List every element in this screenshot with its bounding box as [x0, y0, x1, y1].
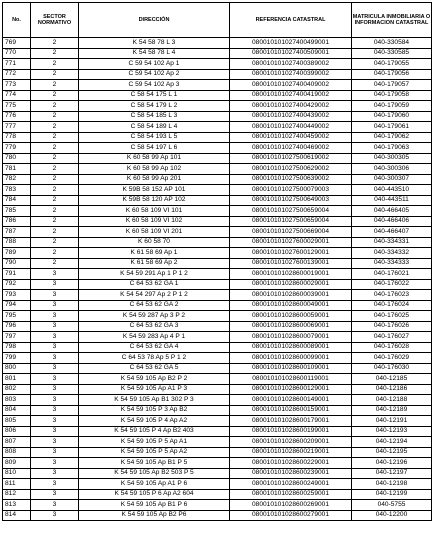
- cell-direccion: K 54 59 287 Ap 3 P 2: [79, 311, 230, 322]
- cell-matricula: 040-176029: [352, 353, 432, 364]
- table-row: [3, 185, 432, 196]
- cell-no: 814: [3, 510, 31, 521]
- cell-no: 769: [3, 38, 31, 49]
- cell-referencia: 080010101027400459002: [230, 132, 352, 143]
- cell-no: 804: [3, 405, 31, 416]
- cell-no: 811: [3, 479, 31, 490]
- cell-referencia: 080010101028600179001: [230, 416, 352, 427]
- cell-direccion: K 61 58 69 Ap 1: [79, 248, 230, 259]
- cell-referencia: 080010101027400439002: [230, 111, 352, 122]
- cell-no: 781: [3, 164, 31, 175]
- cell-sector: 2: [31, 237, 79, 248]
- cell-sector: 3: [31, 384, 79, 395]
- table-body: [3, 38, 432, 521]
- cell-no: 775: [3, 101, 31, 112]
- cell-direccion: C 64 53 62 GA 5: [79, 363, 230, 374]
- table-row: [3, 416, 432, 427]
- cell-sector: 2: [31, 90, 79, 101]
- cell-referencia: 080010101028600209001: [230, 437, 352, 448]
- cell-no: 784: [3, 195, 31, 206]
- cell-no: 788: [3, 237, 31, 248]
- cell-sector: 2: [31, 185, 79, 196]
- cell-matricula: 040-5755: [352, 500, 432, 511]
- cell-direccion: C 58 54 179 L 2: [79, 101, 230, 112]
- cell-direccion: K 60 58 109 VI 102: [79, 216, 230, 227]
- cell-direccion: K 59B 58 120 AP 102: [79, 195, 230, 206]
- cell-no: 801: [3, 374, 31, 385]
- cell-referencia: 080010101028600019001: [230, 269, 352, 280]
- cell-referencia: 080010101028600039001: [230, 290, 352, 301]
- cell-sector: 3: [31, 447, 79, 458]
- cell-sector: 2: [31, 174, 79, 185]
- cell-direccion: K 60 58 99 Ap 201: [79, 174, 230, 185]
- cell-sector: 3: [31, 363, 79, 374]
- cell-sector: 3: [31, 374, 79, 385]
- cell-direccion: C 64 53 62 GA 4: [79, 342, 230, 353]
- cell-sector: 3: [31, 269, 79, 280]
- cell-no: 792: [3, 279, 31, 290]
- table-row: [3, 384, 432, 395]
- cell-referencia: 080010101027400419002: [230, 90, 352, 101]
- cell-no: 813: [3, 500, 31, 511]
- cell-no: 797: [3, 332, 31, 343]
- table-row: [3, 59, 432, 70]
- table-row: [3, 101, 432, 112]
- cell-direccion: K 54 59 291 Ap 1 P 1 2: [79, 269, 230, 280]
- header-matricula: MATRICULA INMOBILIARIA O INFORMACION CATASTRAL: [352, 3, 432, 38]
- table-row: [3, 405, 432, 416]
- cell-referencia: 080010101028600269001: [230, 500, 352, 511]
- table-row: [3, 363, 432, 374]
- table-row: [3, 227, 432, 238]
- cell-sector: 2: [31, 216, 79, 227]
- cell-sector: 3: [31, 332, 79, 343]
- cell-direccion: K 54 58 78 L 3: [79, 38, 230, 49]
- table-row: [3, 458, 432, 469]
- cell-referencia: 080010101028600129001: [230, 384, 352, 395]
- cell-sector: 3: [31, 311, 79, 322]
- cell-direccion: K 54 59 105 Ap B1 P 6: [79, 500, 230, 511]
- cell-matricula: 040-176022: [352, 279, 432, 290]
- cell-sector: 3: [31, 395, 79, 406]
- cell-referencia: 080010101028600069001: [230, 321, 352, 332]
- cell-sector: 3: [31, 468, 79, 479]
- table-row: [3, 269, 432, 280]
- cell-direccion: C 64 53 62 GA 2: [79, 300, 230, 311]
- cell-no: 807: [3, 437, 31, 448]
- cell-matricula: 040-334331: [352, 237, 432, 248]
- cell-sector: 2: [31, 143, 79, 154]
- cell-matricula: 040-300305: [352, 153, 432, 164]
- cell-matricula: 040-179055: [352, 59, 432, 70]
- cell-direccion: K 54 59 105 P 4 Ap B2 403: [79, 426, 230, 437]
- cell-no: 772: [3, 69, 31, 80]
- cell-referencia: 080010101028600259001: [230, 489, 352, 500]
- cell-referencia: 080010101027400469002: [230, 143, 352, 154]
- cell-sector: 3: [31, 300, 79, 311]
- header-referencia: REFERENCIA CATASTRAL: [230, 3, 352, 38]
- cell-direccion: K 60 58 109 VI 201: [79, 227, 230, 238]
- cell-sector: 3: [31, 458, 79, 469]
- cell-matricula: 040-12196: [352, 458, 432, 469]
- table-row: [3, 174, 432, 185]
- cell-matricula: 040-12198: [352, 479, 432, 490]
- header-sector: SECTOR NORMATIVO: [31, 3, 79, 38]
- cell-matricula: 040-179058: [352, 90, 432, 101]
- cell-referencia: 080010101027400409002: [230, 80, 352, 91]
- cell-referencia: 080010101027500649003: [230, 195, 352, 206]
- cell-no: 778: [3, 132, 31, 143]
- cell-sector: 2: [31, 122, 79, 133]
- cell-referencia: 080010101027500669004: [230, 227, 352, 238]
- cell-direccion: K 54 59 105 P 3 Ap B2: [79, 405, 230, 416]
- cell-no: 805: [3, 416, 31, 427]
- cell-matricula: 040-443510: [352, 185, 432, 196]
- cell-sector: 3: [31, 416, 79, 427]
- cell-direccion: K 60 58 109 VI 101: [79, 206, 230, 217]
- cell-matricula: 040-176028: [352, 342, 432, 353]
- cell-direccion: C 64 53 62 GA 1: [79, 279, 230, 290]
- cell-no: 793: [3, 290, 31, 301]
- cell-referencia: 080010101028600059001: [230, 311, 352, 322]
- table-row: [3, 153, 432, 164]
- cell-direccion: K 54 59 105 Ap A1 P 6: [79, 479, 230, 490]
- cell-referencia: 080010101028600199001: [230, 426, 352, 437]
- cell-referencia: 080010101028600159001: [230, 405, 352, 416]
- cell-matricula: 040-179063: [352, 143, 432, 154]
- cell-matricula: 040-179057: [352, 80, 432, 91]
- table-row: [3, 237, 432, 248]
- cell-no: 798: [3, 342, 31, 353]
- cell-referencia: 080010101028600049001: [230, 300, 352, 311]
- cell-referencia: 080010101027600139001: [230, 258, 352, 269]
- cell-no: 783: [3, 185, 31, 196]
- cell-direccion: K 60 58 99 Ap 101: [79, 153, 230, 164]
- cell-sector: 2: [31, 248, 79, 259]
- table-row: [3, 248, 432, 259]
- cell-no: 780: [3, 153, 31, 164]
- cell-no: 777: [3, 122, 31, 133]
- cell-direccion: K 54 59 105 P 5 Ap A2: [79, 447, 230, 458]
- cell-direccion: K 54 59 105 Ap B1 302 P 3: [79, 395, 230, 406]
- table-row: [3, 321, 432, 332]
- cell-matricula: 040-179060: [352, 111, 432, 122]
- table-row: [3, 489, 432, 500]
- cell-direccion: K 54 59 105 P 5 Ap A1: [79, 437, 230, 448]
- cell-matricula: 040-12189: [352, 405, 432, 416]
- cell-no: 786: [3, 216, 31, 227]
- cell-referencia: 080010101028600149001: [230, 395, 352, 406]
- cell-direccion: K 61 58 69 Ap 2: [79, 258, 230, 269]
- cell-sector: 3: [31, 500, 79, 511]
- cell-no: 787: [3, 227, 31, 238]
- cell-sector: 2: [31, 258, 79, 269]
- cell-sector: 2: [31, 80, 79, 91]
- cell-sector: 2: [31, 101, 79, 112]
- cell-referencia: 080010101027500619002: [230, 153, 352, 164]
- cell-sector: 3: [31, 353, 79, 364]
- cell-matricula: 040-176025: [352, 311, 432, 322]
- cell-sector: 2: [31, 153, 79, 164]
- cell-direccion: C 59 54 102 Ap 3: [79, 80, 230, 91]
- cell-direccion: K 54 59 105 Ap A1 P 3: [79, 384, 230, 395]
- table-row: [3, 258, 432, 269]
- header-no: No.: [3, 3, 31, 38]
- table-row: [3, 90, 432, 101]
- cell-matricula: 040-12194: [352, 437, 432, 448]
- cell-referencia: 080010101028600109001: [230, 363, 352, 374]
- cell-matricula: 040-466405: [352, 206, 432, 217]
- cell-matricula: 040-443511: [352, 195, 432, 206]
- cell-no: 776: [3, 111, 31, 122]
- cell-no: 782: [3, 174, 31, 185]
- cell-matricula: 040-176030: [352, 363, 432, 374]
- table-row: [3, 290, 432, 301]
- cell-no: 779: [3, 143, 31, 154]
- cell-direccion: K 54 59 105 P 6 Ap A2 604: [79, 489, 230, 500]
- cell-sector: 2: [31, 69, 79, 80]
- cell-referencia: 080010101028600079001: [230, 332, 352, 343]
- cell-sector: 3: [31, 321, 79, 332]
- cell-sector: 3: [31, 342, 79, 353]
- cell-matricula: 040-179056: [352, 69, 432, 80]
- cell-direccion: C 64 53 78 Ap 5 P 1 2: [79, 353, 230, 364]
- cell-sector: 2: [31, 111, 79, 122]
- cell-referencia: 080010101028600249001: [230, 479, 352, 490]
- cell-referencia: 080010101028600239001: [230, 468, 352, 479]
- cell-matricula: 040-179062: [352, 132, 432, 143]
- cell-sector: 2: [31, 59, 79, 70]
- cell-sector: 3: [31, 510, 79, 521]
- cell-matricula: 040-300307: [352, 174, 432, 185]
- table-row: [3, 80, 432, 91]
- cell-direccion: C 58 54 175 L 1: [79, 90, 230, 101]
- cell-no: 774: [3, 90, 31, 101]
- cell-no: 799: [3, 353, 31, 364]
- cell-matricula: 040-12185: [352, 374, 432, 385]
- cell-referencia: 080010101028600279001: [230, 510, 352, 521]
- cell-sector: 2: [31, 195, 79, 206]
- cell-no: 790: [3, 258, 31, 269]
- cell-no: 796: [3, 321, 31, 332]
- cell-sector: 2: [31, 164, 79, 175]
- table-row: [3, 479, 432, 490]
- cell-sector: 2: [31, 48, 79, 59]
- cell-sector: 3: [31, 426, 79, 437]
- cell-matricula: 040-12195: [352, 447, 432, 458]
- cell-matricula: 040-176021: [352, 269, 432, 280]
- cell-referencia: 080010101027400499001: [230, 38, 352, 49]
- cell-referencia: 080010101027600129001: [230, 248, 352, 259]
- cell-sector: 2: [31, 132, 79, 143]
- table-row: [3, 395, 432, 406]
- cell-sector: 3: [31, 479, 79, 490]
- table-row: [3, 300, 432, 311]
- cell-direccion: C 59 54 102 Ap 1: [79, 59, 230, 70]
- cell-no: 808: [3, 447, 31, 458]
- cell-direccion: K 54 59 105 Ap B1 P 5: [79, 458, 230, 469]
- cell-matricula: 040-12191: [352, 416, 432, 427]
- cell-sector: 2: [31, 206, 79, 217]
- cell-direccion: C 58 54 197 L 6: [79, 143, 230, 154]
- table-row: [3, 164, 432, 175]
- table-row: [3, 216, 432, 227]
- cell-referencia: 080010101028600229001: [230, 458, 352, 469]
- cell-sector: 3: [31, 405, 79, 416]
- cell-no: 791: [3, 269, 31, 280]
- cell-referencia: 080010101027400449002: [230, 122, 352, 133]
- cell-referencia: 080010101028600099001: [230, 353, 352, 364]
- cell-no: 771: [3, 59, 31, 70]
- cell-no: 802: [3, 384, 31, 395]
- cell-direccion: K 54 59 105 Ap B2 P6: [79, 510, 230, 521]
- cell-direccion: K 59B 58 152 AP 101: [79, 185, 230, 196]
- cell-matricula: 040-334333: [352, 258, 432, 269]
- cell-direccion: K 54 54 297 Ap 2 P 1 2: [79, 290, 230, 301]
- table-row: [3, 426, 432, 437]
- table-row: [3, 437, 432, 448]
- cell-referencia: 080010101027600029001: [230, 237, 352, 248]
- cell-referencia: 080010101027400429002: [230, 101, 352, 112]
- table-row: [3, 143, 432, 154]
- cell-referencia: 080010101027500639002: [230, 174, 352, 185]
- cell-matricula: 040-466406: [352, 216, 432, 227]
- cell-referencia: 080010101027500079003: [230, 185, 352, 196]
- table-row: [3, 195, 432, 206]
- cell-matricula: 040-334332: [352, 248, 432, 259]
- cell-referencia: 080010101027500629002: [230, 164, 352, 175]
- table-row: [3, 342, 432, 353]
- cell-matricula: 040-330584: [352, 38, 432, 49]
- cell-direccion: K 60 58 70: [79, 237, 230, 248]
- cell-no: 789: [3, 248, 31, 259]
- cell-no: 806: [3, 426, 31, 437]
- header-direccion: DIRECCIÓN: [79, 3, 230, 38]
- cell-no: 773: [3, 80, 31, 91]
- cell-matricula: 040-12186: [352, 384, 432, 395]
- cell-sector: 3: [31, 279, 79, 290]
- cell-referencia: 080010101027400389002: [230, 59, 352, 70]
- cell-referencia: 080010101028600089001: [230, 342, 352, 353]
- cell-matricula: 040-12188: [352, 395, 432, 406]
- cell-matricula: 040-466407: [352, 227, 432, 238]
- cell-matricula: 040-176027: [352, 332, 432, 343]
- table-row: [3, 132, 432, 143]
- cell-referencia: 080010101028600029001: [230, 279, 352, 290]
- cell-matricula: 040-176023: [352, 290, 432, 301]
- cell-referencia: 080010101027500659004: [230, 216, 352, 227]
- cell-sector: 3: [31, 489, 79, 500]
- cell-direccion: K 54 59 283 Ap 4 P 1: [79, 332, 230, 343]
- table-row: [3, 510, 432, 521]
- cell-direccion: C 59 54 102 Ap 2: [79, 69, 230, 80]
- table-row: [3, 279, 432, 290]
- cell-no: 794: [3, 300, 31, 311]
- header-row: [3, 3, 432, 38]
- cell-no: 795: [3, 311, 31, 322]
- cell-referencia: 080010101027500659004: [230, 206, 352, 217]
- cell-matricula: 040-330585: [352, 48, 432, 59]
- table-row: [3, 111, 432, 122]
- cell-matricula: 040-12199: [352, 489, 432, 500]
- cell-matricula: 040-176026: [352, 321, 432, 332]
- cell-no: 809: [3, 458, 31, 469]
- table-row: [3, 500, 432, 511]
- cell-no: 810: [3, 468, 31, 479]
- cell-matricula: 040-12200: [352, 510, 432, 521]
- cell-matricula: 040-176024: [352, 300, 432, 311]
- cell-matricula: 040-300306: [352, 164, 432, 175]
- table-row: [3, 353, 432, 364]
- cell-matricula: 040-12197: [352, 468, 432, 479]
- table-row: [3, 468, 432, 479]
- table-row: [3, 311, 432, 322]
- cell-matricula: 040-12193: [352, 426, 432, 437]
- table-row: [3, 38, 432, 49]
- cell-direccion: C 64 53 62 GA 3: [79, 321, 230, 332]
- cell-direccion: K 54 59 105 Ap B2 503 P 5: [79, 468, 230, 479]
- cell-sector: 2: [31, 38, 79, 49]
- cell-matricula: 040-179059: [352, 101, 432, 112]
- catastral-table: [2, 2, 432, 521]
- cell-matricula: 040-179061: [352, 122, 432, 133]
- cell-referencia: 080010101028600219001: [230, 447, 352, 458]
- table-row: [3, 48, 432, 59]
- cell-direccion: K 54 58 78 L 4: [79, 48, 230, 59]
- cell-direccion: C 58 54 193 L 5: [79, 132, 230, 143]
- cell-direccion: K 54 59 105 Ap B2 P 2: [79, 374, 230, 385]
- cell-no: 785: [3, 206, 31, 217]
- cell-referencia: 080010101028600119001: [230, 374, 352, 385]
- table-row: [3, 122, 432, 133]
- cell-referencia: 080010101027400399002: [230, 69, 352, 80]
- cell-no: 803: [3, 395, 31, 406]
- cell-direccion: C 58 54 189 L 4: [79, 122, 230, 133]
- table-row: [3, 332, 432, 343]
- cell-direccion: K 54 59 105 P 4 Ap A2: [79, 416, 230, 427]
- cell-sector: 3: [31, 290, 79, 301]
- cell-sector: 2: [31, 227, 79, 238]
- table-row: [3, 69, 432, 80]
- cell-direccion: C 58 54 185 L 3: [79, 111, 230, 122]
- cell-direccion: K 60 58 99 Ap 102: [79, 164, 230, 175]
- table-row: [3, 374, 432, 385]
- cell-no: 800: [3, 363, 31, 374]
- cell-referencia: 080010101027400509001: [230, 48, 352, 59]
- cell-sector: 3: [31, 437, 79, 448]
- cell-no: 770: [3, 48, 31, 59]
- table-row: [3, 447, 432, 458]
- table-row: [3, 206, 432, 217]
- cell-no: 812: [3, 489, 31, 500]
